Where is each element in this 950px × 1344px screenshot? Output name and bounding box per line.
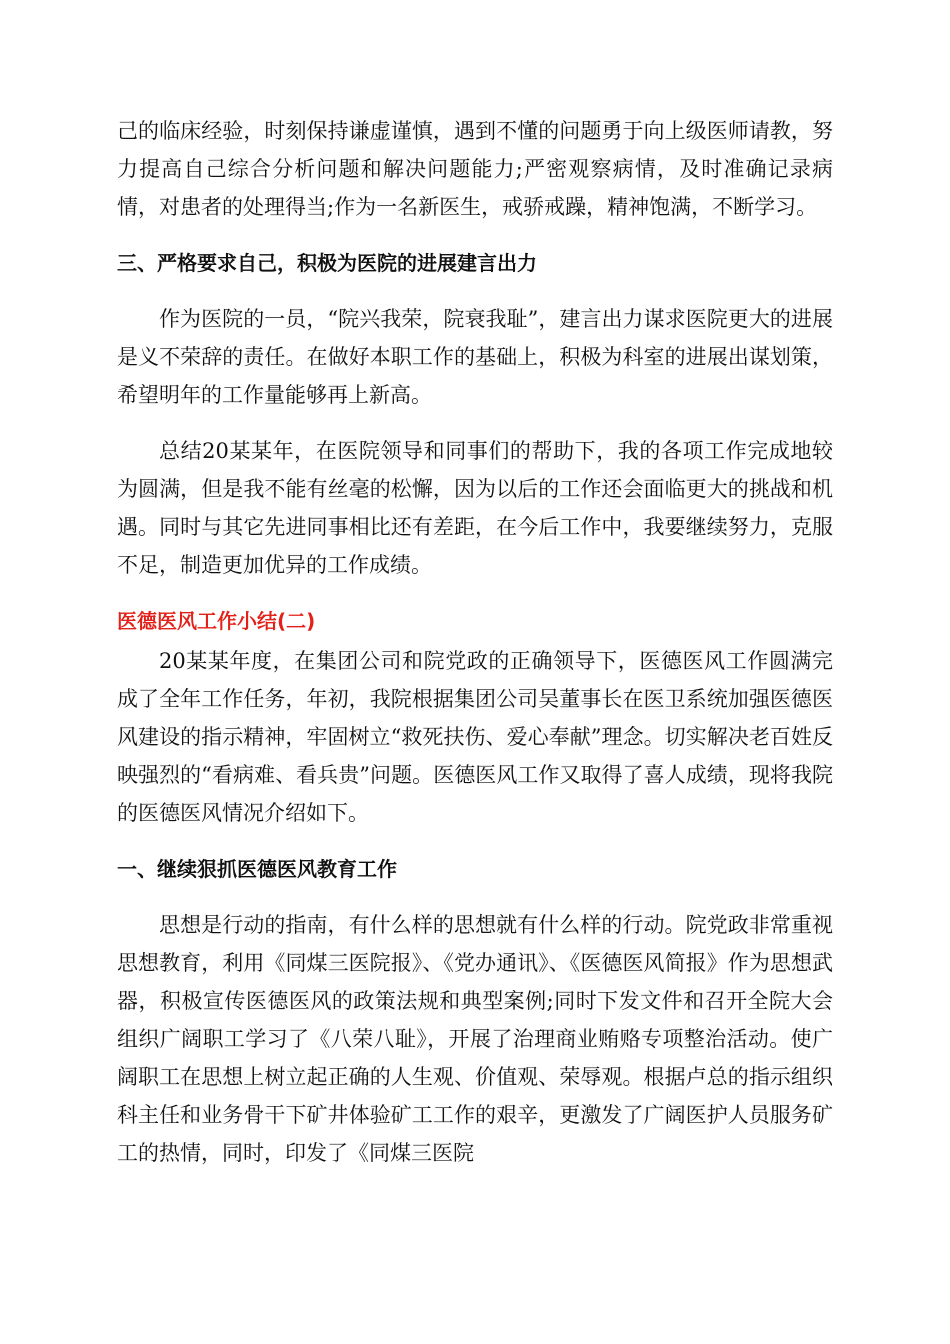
paragraph-intro: 己的临床经验，时刻保持谦虚谨慎，遇到不懂的问题勇于向上级医师请教，努力提高自己综合分析问题和解决问题能力;严密观察病情，及时准确记录病情，对患者的处理得当;作为一名新医生，戒骄戒躁，精神饱满，不断学习。 [117, 119, 833, 219]
section-title: 医德医风工作小结(二) [117, 609, 316, 633]
document-body [117, 112, 833, 1190]
paragraph-section-1: 思想是行动的指南，有什么样的思想就有什么样的行动。院党政非常重视思想教育，利用《同煤三医院报》、《党办通讯》、《医德医风简报》作为思想武器，积极宣传医德医风的政策法规和典型案例;同时下发文件和召开全院大会组织广阔职工学习了《八荣八耻》，开展了治理商业贿赂专项整治活动。使广阔职工在思想上树立起正确的人生观、价值观、荣辱观。根据卢总的指示组织科主任和业务骨干下矿井体验矿工工作的艰辛，更激发了广阔医护人员服务矿工的热情，同时，印发了《同煤三医院 [117, 913, 833, 1165]
paragraph-summary: 总结20某某年，在医院领导和同事们的帮助下，我的各项工作完成地较为圆满，但是我不能有丝毫的松懈，因为以后的工作还会面临更大的挑战和机遇。同时与其它先进同事相比还有差距，在今后工作中，我要继续努力，克服不足，制造更加优异的工作成绩。 [117, 439, 833, 577]
paragraph-section-2-intro: 20某某年度，在集团公司和院党政的正确领导下，医德医风工作圆满完成了全年工作任务，年初，我院根据集团公司吴董事长在医卫系统加强医德医风建设的指示精神，牢固树立“救死扶伤、爱心奉献”理念。切实解决老百姓反映强烈的“看病难、看兵贵”问题。医德医风工作又取得了喜人成绩，现将我院的医德医风情况介绍如下。 [117, 649, 833, 825]
heading-section-1: 一、继续狠抓医德医风教育工作 [117, 857, 397, 881]
heading-section-3: 三、严格要求自己，积极为医院的进展建言出力 [117, 251, 537, 275]
paragraph-section-3-a: 作为医院的一员，“院兴我荣，院衰我耻”，建言出力谋求医院更大的进展是义不荣辞的责任。在做好本职工作的基础上，积极为科室的进展出谋划策，希望明年的工作量能够再上新高。 [117, 307, 833, 407]
